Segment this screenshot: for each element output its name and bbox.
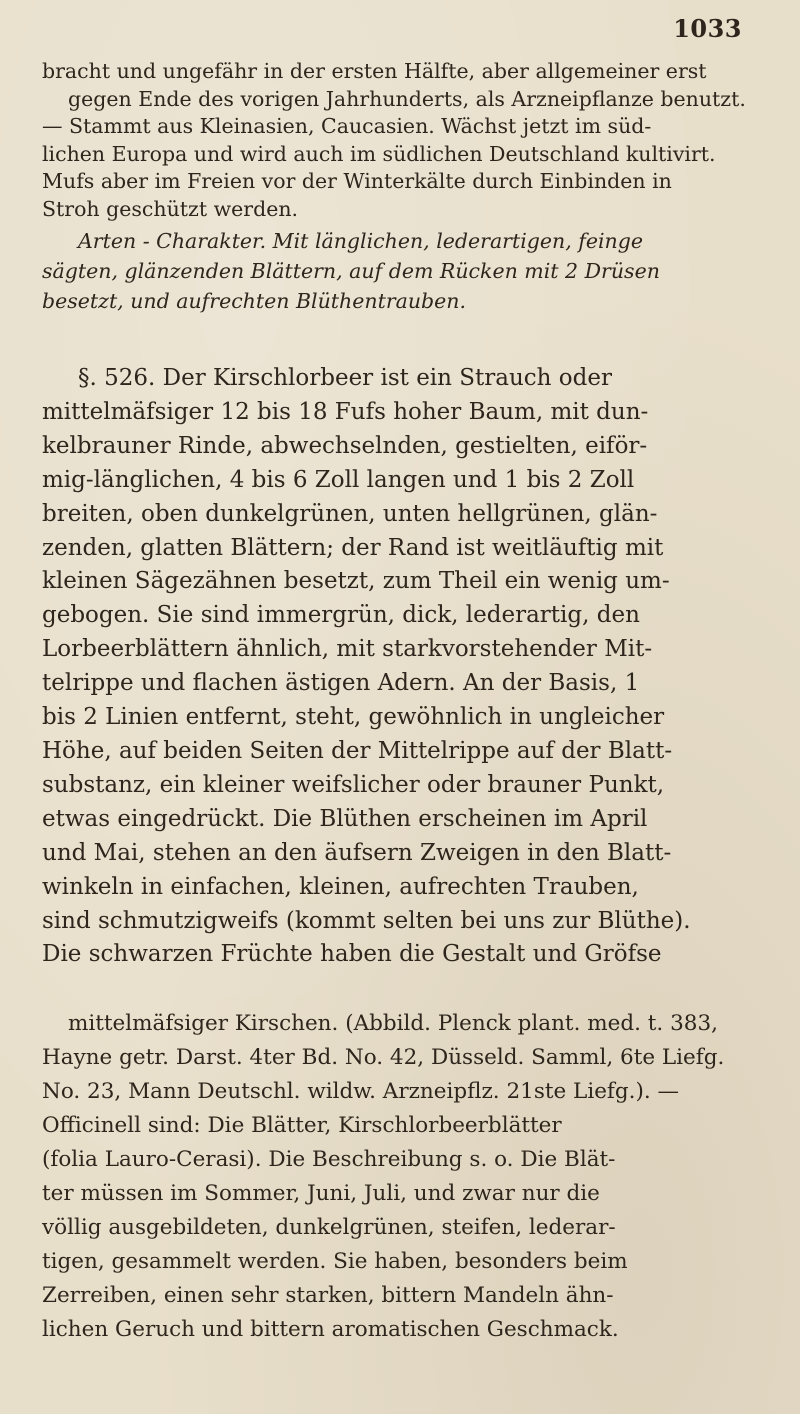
- text-line: winkeln in einfachen, kleinen, aufrechten Trauben,: [42, 873, 639, 900]
- text-line: sind schmutzigweifs (kommt selten bei uns zur Blüthe).: [42, 907, 691, 934]
- text-line: Mufs aber im Freien vor der Winterkälte durch Einbinden in: [42, 169, 672, 193]
- text-line: mig-länglichen, 4 bis 6 Zoll langen und 1 bis 2 Zoll: [42, 466, 635, 493]
- text-line: lichen Europa und wird auch im südlichen Deutschland kultivirt.: [42, 141, 716, 166]
- text-line: Officinell sind: Die Blätter, Kirschlorbeerblätter: [42, 1113, 562, 1138]
- text-line: Lorbeerblättern ähnlich, mit starkvorstehender Mit-: [42, 636, 653, 663]
- intro-paragraph: [42, 58, 754, 223]
- text-line: Stroh geschützt werden.: [42, 196, 299, 221]
- text-line: (folia Lauro-Cerasi). Die Beschreibung s. o. Die Blät-: [42, 1147, 616, 1172]
- text-line: Die schwarzen Früchte haben die Gestalt und Gröfse: [42, 941, 662, 968]
- text-line: besetzt, und aufrechten Blüthentrauben.: [42, 289, 467, 313]
- page-number: 1033: [673, 14, 742, 43]
- text-line: sägten, glänzenden Blättern, auf dem Rücken mit 2 Drüsen: [42, 259, 660, 283]
- text-line: zenden, glatten Blättern; der Rand ist weitläuftig mit: [42, 534, 664, 561]
- text-line: Höhe, auf beiden Seiten der Mittelrippe auf der Blatt-: [42, 737, 673, 764]
- text-line: substanz, ein kleiner weifslicher oder brauner Punkt,: [42, 771, 665, 798]
- text-line: völlig ausgebildeten, dunkelgrünen, steifen, lederar-: [42, 1215, 616, 1240]
- section-526-paragraph: [42, 362, 754, 972]
- text-line: No. 23, Mann Deutschl. wildw. Arzneipflz. 21ste Liefg.). —: [42, 1079, 680, 1104]
- text-line: bis 2 Linien entfernt, steht, gewöhnlich in ungleicher: [42, 704, 665, 731]
- text-line: und Mai, stehen an den äufsern Zweigen in den Blatt-: [42, 839, 672, 866]
- text-line: lichen Geruch und bittern aromatischen Geschmack.: [42, 1317, 619, 1342]
- text-line: bracht und ungefähr in der ersten Hälfte, aber allgemeiner erst: [42, 59, 707, 83]
- text-line: mittelmäfsiger Kirschen. (Abbild. Plenck plant. med. t. 383,: [68, 1011, 718, 1036]
- text-line: mittelmäfsiger 12 bis 18 Fufs hoher Baum, mit dun-: [42, 398, 649, 425]
- text-line: — Stammt aus Kleinasien, Caucasien. Wächst jetzt im süd-: [42, 114, 652, 138]
- text-line: §. 526. Der Kirschlorbeer ist ein Strauch oder: [78, 365, 612, 391]
- text-line: Hayne getr. Darst. 4ter Bd. No. 42, Düsseld. Samml, 6te Liefg.: [42, 1045, 725, 1070]
- text-line: Arten - Charakter. Mit länglichen, lederartigen, feinge: [78, 229, 643, 253]
- text-line: Zerreiben, einen sehr starken, bittern Mandeln ähn-: [42, 1283, 614, 1308]
- species-character-paragraph: [42, 226, 754, 316]
- text-line: kelbrauner Rinde, abwechselnden, gestielten, eiför-: [42, 432, 648, 459]
- text-line: etwas eingedrückt. Die Blüthen erscheinen im April: [42, 805, 648, 832]
- references-paragraph: [42, 1007, 754, 1347]
- text-line: gegen Ende des vorigen Jahrhunderts, als Arzneipflanze benutzt.: [68, 86, 746, 111]
- text-line: gebogen. Sie sind immergrün, dick, lederartig, den: [42, 602, 640, 629]
- text-line: ter müssen im Sommer, Juni, Juli, und zwar nur die: [42, 1181, 600, 1206]
- text-line: kleinen Sägezähnen besetzt, zum Theil ein wenig um-: [42, 568, 670, 595]
- text-line: telrippe und flachen ästigen Adern. An der Basis, 1: [42, 670, 640, 697]
- text-line: tigen, gesammelt werden. Sie haben, besonders beim: [42, 1249, 628, 1274]
- text-line: breiten, oben dunkelgrünen, unten hellgrünen, glän-: [42, 500, 658, 527]
